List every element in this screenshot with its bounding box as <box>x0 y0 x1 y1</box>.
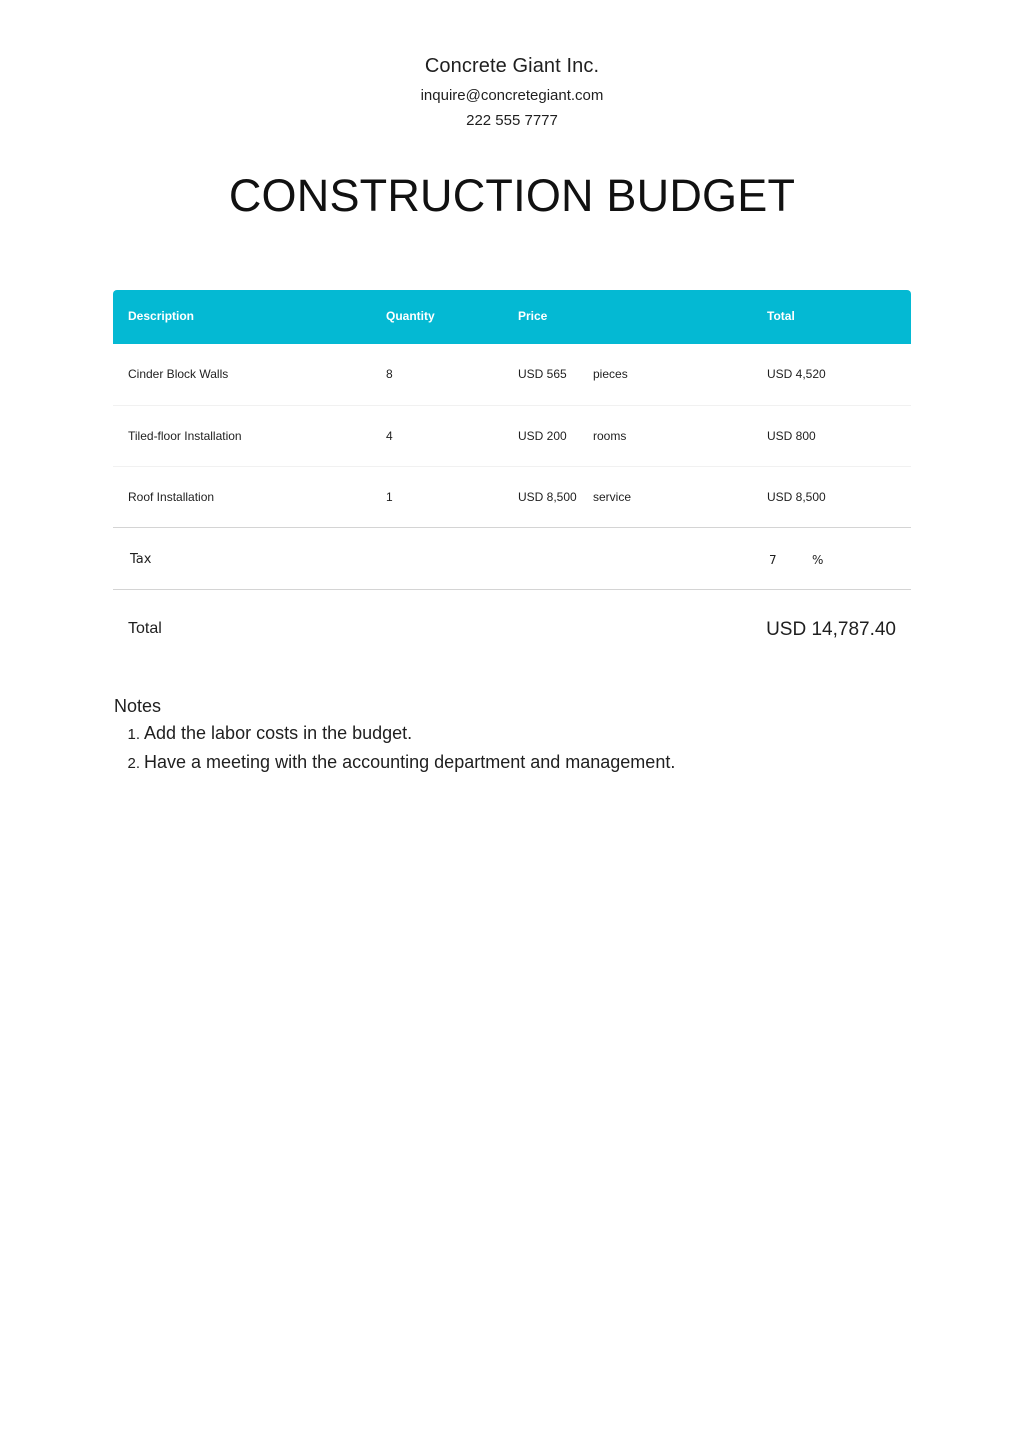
grand-total-label: Total <box>128 620 162 637</box>
row-total: USD 8,500 <box>767 490 826 504</box>
table-header <box>113 290 911 344</box>
notes-list <box>114 723 914 781</box>
tax-value: 7 <box>769 553 777 567</box>
notes-heading: Notes <box>114 696 162 716</box>
row-quantity: 1 <box>386 490 393 504</box>
budget-table <box>113 290 911 668</box>
row-price: USD 8,500 <box>518 490 577 504</box>
note-text: Add the labor costs in the budget. <box>144 723 413 743</box>
row-unit: rooms <box>593 429 627 443</box>
company-name: Concrete Giant Inc. <box>424 55 600 77</box>
row-quantity: 8 <box>386 367 393 381</box>
table-row <box>113 406 911 467</box>
column-header-total: Total <box>767 309 795 323</box>
row-description: Tiled-floor Installation <box>128 429 242 443</box>
row-price: USD 565 <box>518 367 567 381</box>
tax-label: Tax <box>130 552 152 567</box>
row-price: USD 200 <box>518 429 567 443</box>
row-total: USD 4,520 <box>767 367 826 381</box>
row-unit: service <box>593 490 632 504</box>
grand-total-value: USD 14,787.40 <box>766 619 896 640</box>
company-email: inquire@concretegiant.com <box>420 87 604 104</box>
column-header-description: Description <box>128 309 195 323</box>
list-item <box>114 723 914 752</box>
row-description: Roof Installation <box>128 490 215 504</box>
column-header-price: Price <box>518 309 548 323</box>
grand-total-row <box>113 590 911 668</box>
table-row <box>113 467 911 528</box>
table-row <box>113 344 911 406</box>
note-number: 1. <box>127 726 140 743</box>
row-description: Cinder Block Walls <box>128 367 229 381</box>
tax-row <box>113 528 911 590</box>
row-unit: pieces <box>593 367 628 381</box>
note-text: Have a meeting with the accounting department and management. <box>144 752 676 772</box>
row-total: USD 800 <box>767 429 816 443</box>
row-quantity: 4 <box>386 429 393 443</box>
column-header-quantity: Quantity <box>386 309 435 323</box>
list-item <box>114 752 914 781</box>
tax-unit: % <box>812 553 824 567</box>
document-title: CONSTRUCTION BUDGET <box>228 170 796 221</box>
note-number: 2. <box>127 755 140 772</box>
company-phone: 222 555 7777 <box>466 112 558 129</box>
